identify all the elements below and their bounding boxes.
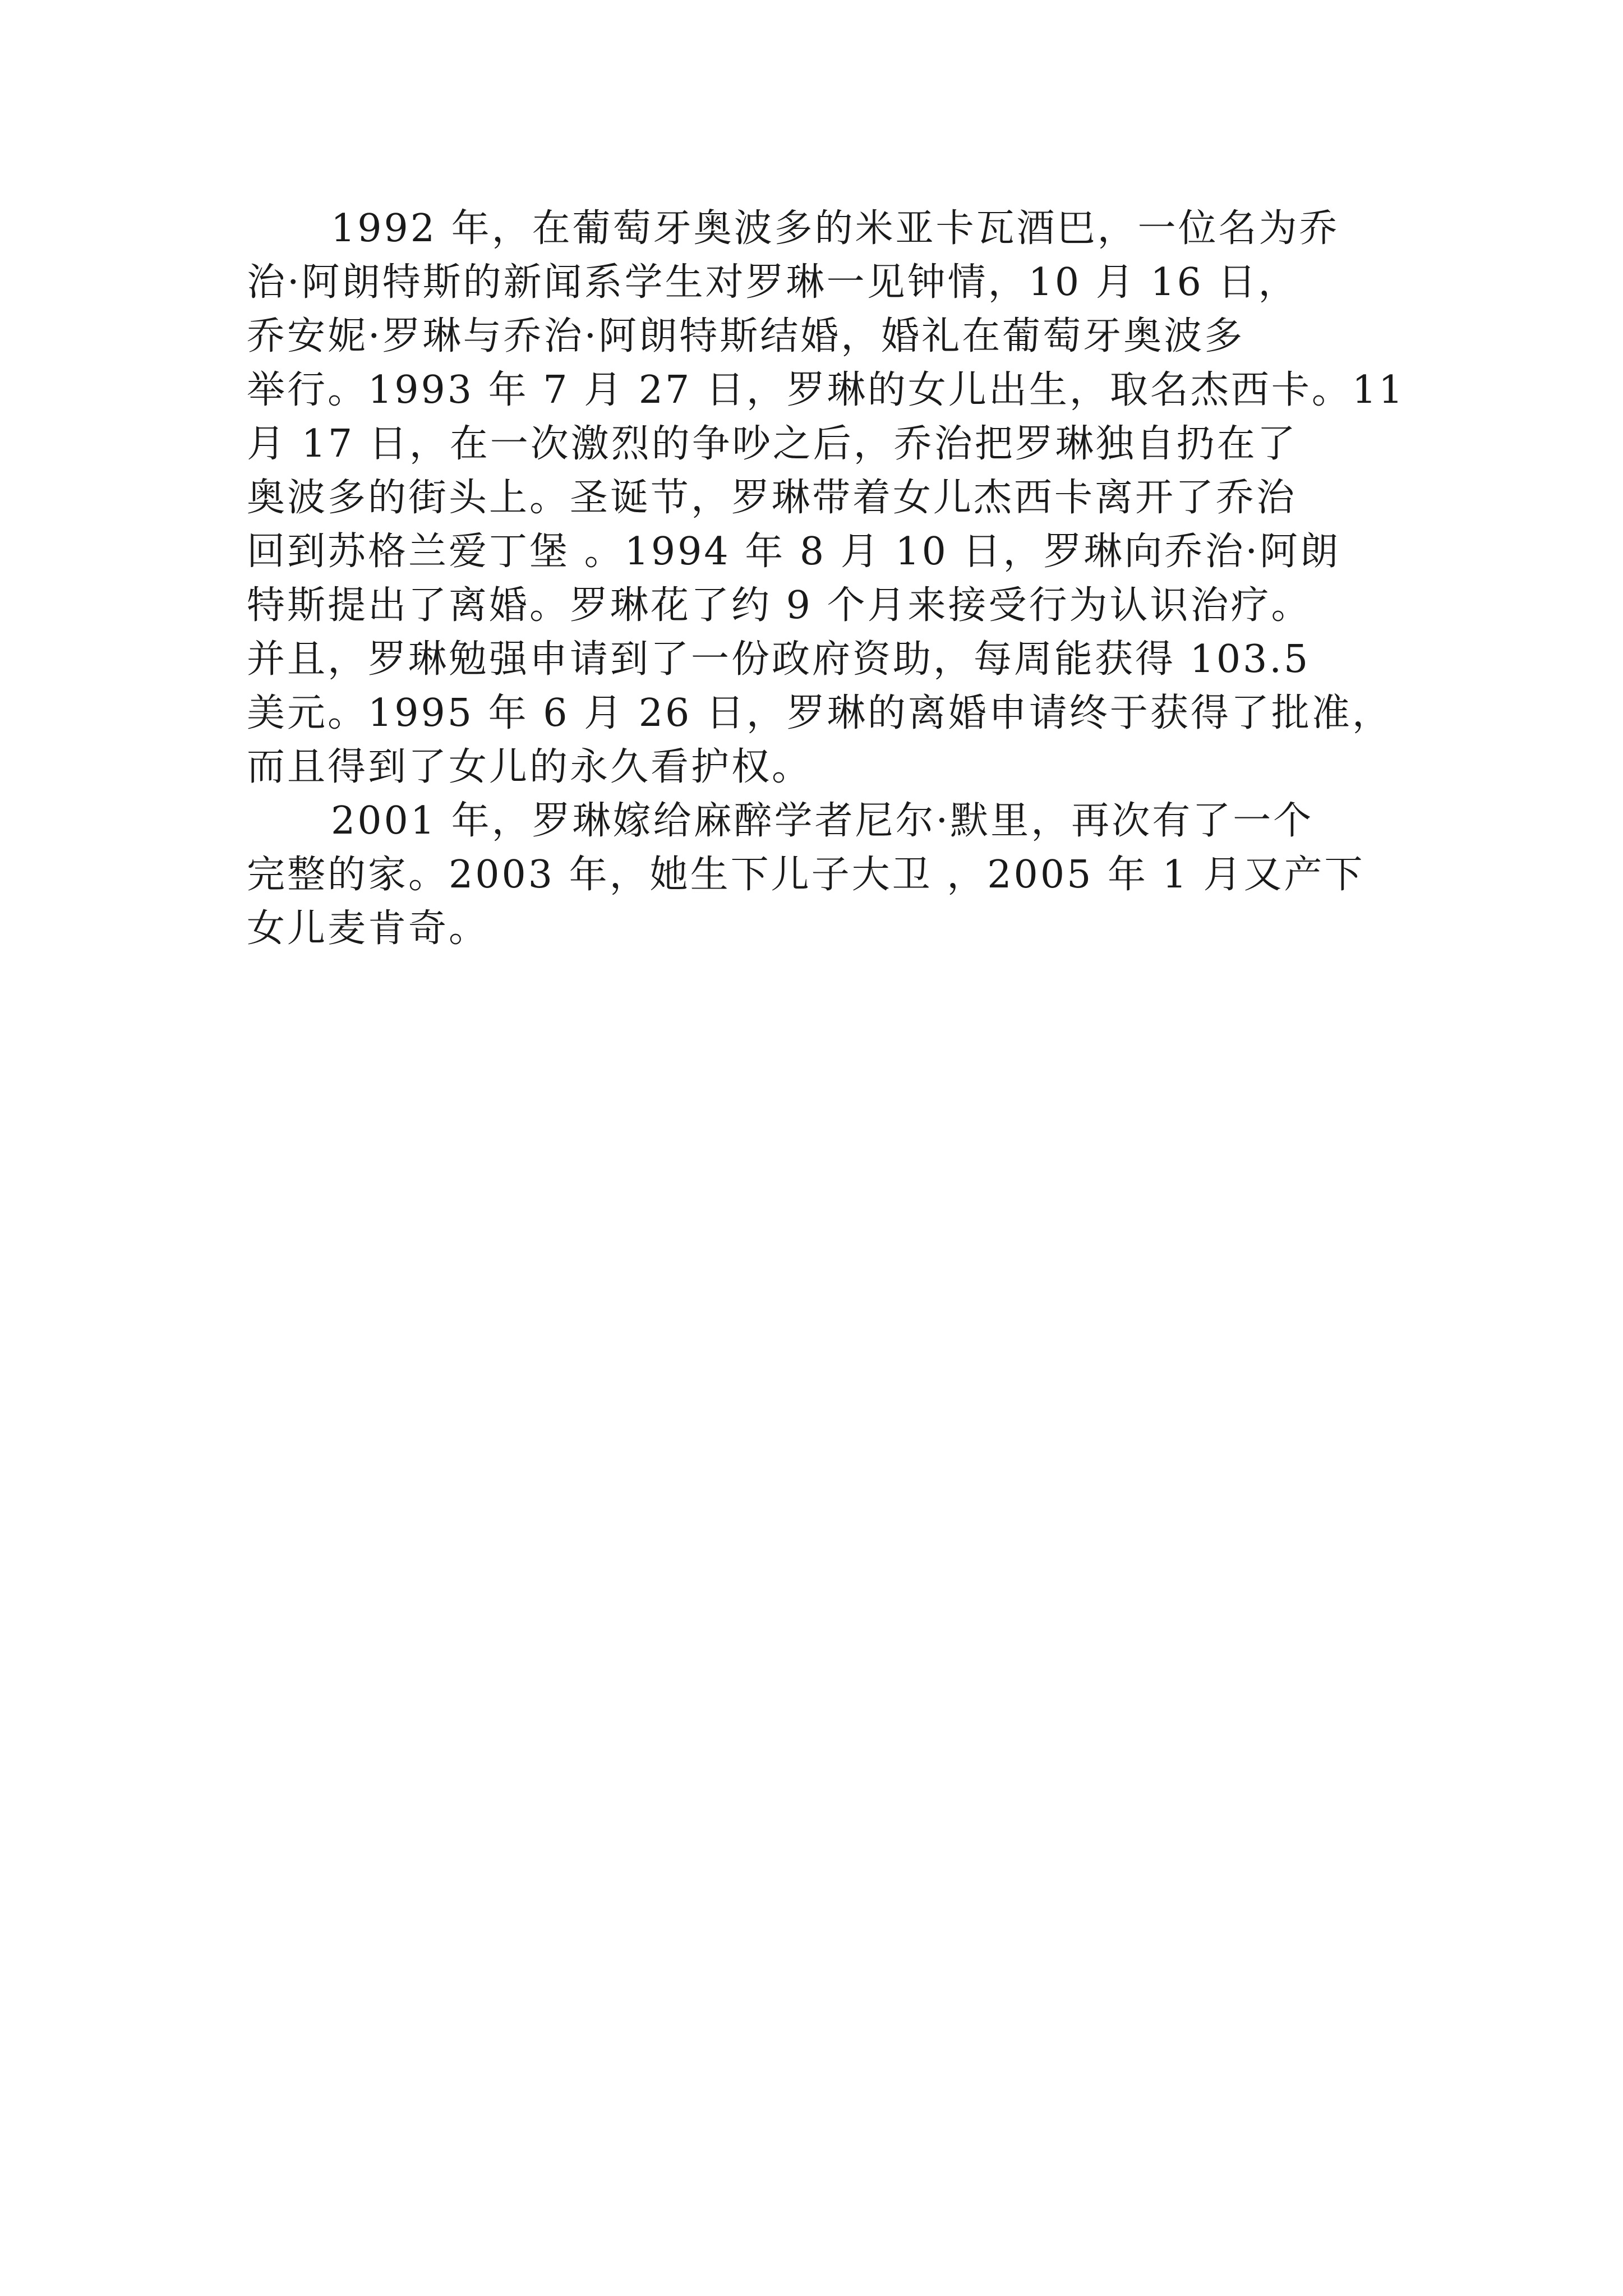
text-line: 2001 年，罗琳嫁给麻醉学者尼尔·默里，再次有了一个	[331, 799, 1314, 843]
paragraph-1	[247, 202, 1405, 794]
text-line: 奥波多的街头上。圣诞节，罗琳带着女儿杰西卡离开了乔治	[247, 476, 1297, 520]
text-line: 并且，罗琳勉强申请到了一份政府资助，每周能获得 103.5	[247, 637, 1311, 682]
text-line: 举行。1993 年 7 月 27 日，罗琳的女儿出生，取名杰西卡。11	[247, 368, 1405, 412]
text-line: 而且得到了女儿的永久看护权。	[247, 745, 813, 789]
text-line: 治·阿朗特斯的新闻系学生对罗琳一见钟情，10 月 16 日，	[247, 260, 1299, 305]
text-line: 完整的家。2003 年，她生下儿子大卫 ，2005 年 1 月又产下	[247, 853, 1365, 897]
text-line: 女儿麦肯奇。	[247, 907, 490, 951]
text-line: 美元。1995 年 6 月 26 日，罗琳的离婚申请终于获得了批准，	[247, 691, 1393, 735]
paragraph-2	[247, 794, 1391, 956]
text-line: 1992 年，在葡萄牙奥波多的米亚卡瓦酒巴，一位名为乔	[331, 206, 1340, 251]
document-body	[247, 202, 1405, 956]
text-line: 回到苏格兰爱丁堡 。1994 年 8 月 10 日，罗琳向乔治·阿朗	[247, 530, 1341, 574]
text-line: 月 17 日，在一次激烈的争吵之后，乔治把罗琳独自扔在了	[247, 422, 1298, 466]
text-line: 乔安妮·罗琳与乔治·阿朗特斯结婚，婚礼在葡萄牙奥波多	[247, 314, 1245, 358]
text-line: 特斯提出了离婚。罗琳花了约 9 个月来接受行为认识治疗。	[247, 583, 1312, 628]
